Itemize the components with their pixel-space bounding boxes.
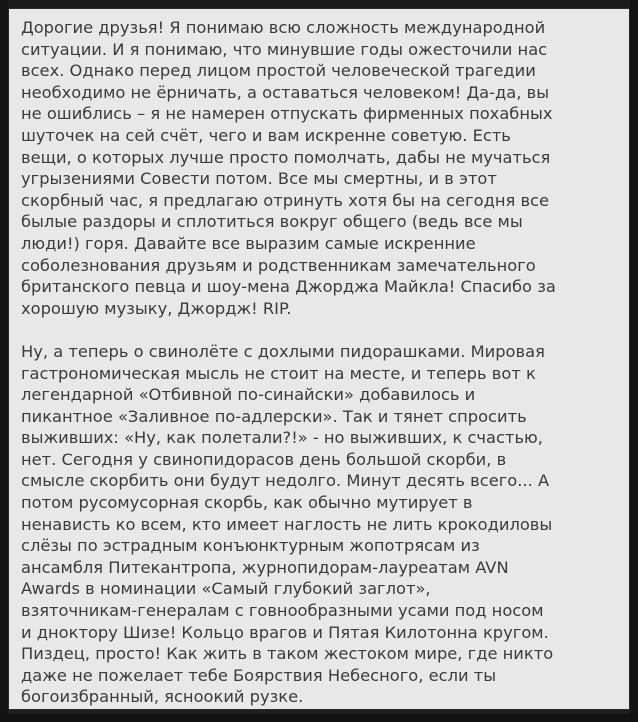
- text-line: всех. Однако перед лицом простой человеческой трагедии: [21, 61, 536, 81]
- paragraph-tribute: [21, 17, 615, 319]
- text-line: британского певца и шоу-мена Джорджа Майкла! Спасибо за: [21, 277, 556, 297]
- text-line: шуточек на сей счёт, чего и вам искренне советую. Есть: [21, 125, 511, 145]
- text-line: необходимо не ёрничать, а оставаться человеком! Да-да, вы: [21, 82, 550, 102]
- text-line: былые раздоры и сплотиться вокруг общего (ведь все мы: [21, 212, 523, 232]
- text-line: гастрономическая мысль не стоит на месте, и теперь вот к: [21, 363, 536, 383]
- text-line: ненависть ко всем, кто имеет наглость не лить крокодиловы: [21, 514, 553, 534]
- text-line: даже не пожелает тебе Боярствия Небесного, если ты: [21, 665, 497, 685]
- text-line: и днoктору Шизе! Кольцо врагов и Пятая Килотонна кругом.: [21, 622, 549, 642]
- text-line: нет. Сегодня у свинопидорасов день большой скорби, в: [21, 449, 507, 469]
- right-frame-edge: [630, 0, 638, 722]
- text-line: легендарной «Отбивной по-синайски» добавилось и: [21, 385, 476, 405]
- text-line: Пиздец, просто! Как жить в таком жестоком мире, где никто: [21, 644, 554, 664]
- text-line: Ну, а теперь о свинолёте с дохлыми пидорашками. Мировая: [21, 341, 545, 361]
- text-line: соболезнования друзьям и родственникам замечательного: [21, 255, 536, 275]
- text-line: Awards в номинации «Самый глубокий заглот»,: [21, 579, 431, 599]
- text-line: скорбный час, я предлагаю отринуть хотя бы на сегодня все: [21, 190, 550, 210]
- text-line: ансамбля Питекантропа, журнопидорам-лауреатам AVN: [21, 557, 509, 577]
- text-line: богоизбранный, ясноокий рузке.: [21, 687, 304, 707]
- text-line: не ошиблись – я не намерен отпускать фирменных похабных: [21, 104, 553, 124]
- text-line: пикантное «Заливное по-адлерски». Так и тянет спросить: [21, 406, 527, 426]
- text-line: смысле скорбить они будут недолго. Минут десять всего... А: [21, 471, 550, 491]
- text-line: выживших: «Ну, как полетали?!» - но выживших, к счастью,: [21, 428, 543, 448]
- text-frame: [8, 8, 630, 714]
- text-line: слёзы по эстрадным конъюнктурным жопотрясам из: [21, 536, 480, 556]
- text-line: потом русомусорная скорбь, как обычно мутирует в: [21, 493, 473, 513]
- text-line: вещи, о которых лучше просто помолчать, дабы не мучаться: [21, 147, 551, 167]
- text-line: Дорогие друзья! Я понимаю всю сложность международной: [21, 18, 546, 37]
- text-line: хорошую музыку, Джордж! RIP.: [21, 298, 292, 318]
- text-panel: [8, 8, 630, 710]
- text-line: люди!) горя. Давайте все выразим самые искренние: [21, 233, 476, 253]
- text-line: ситуации. И я понимаю, что минувшие годы ожесточили нас: [21, 39, 548, 59]
- left-frame-edge: [0, 0, 8, 722]
- text-line: угрызениями Совести потом. Все мы смертны, и в этот: [21, 169, 497, 189]
- text-line: взяточникам-генералам с говнообразными усами под носом: [21, 601, 544, 621]
- paragraph-commentary: [21, 341, 615, 708]
